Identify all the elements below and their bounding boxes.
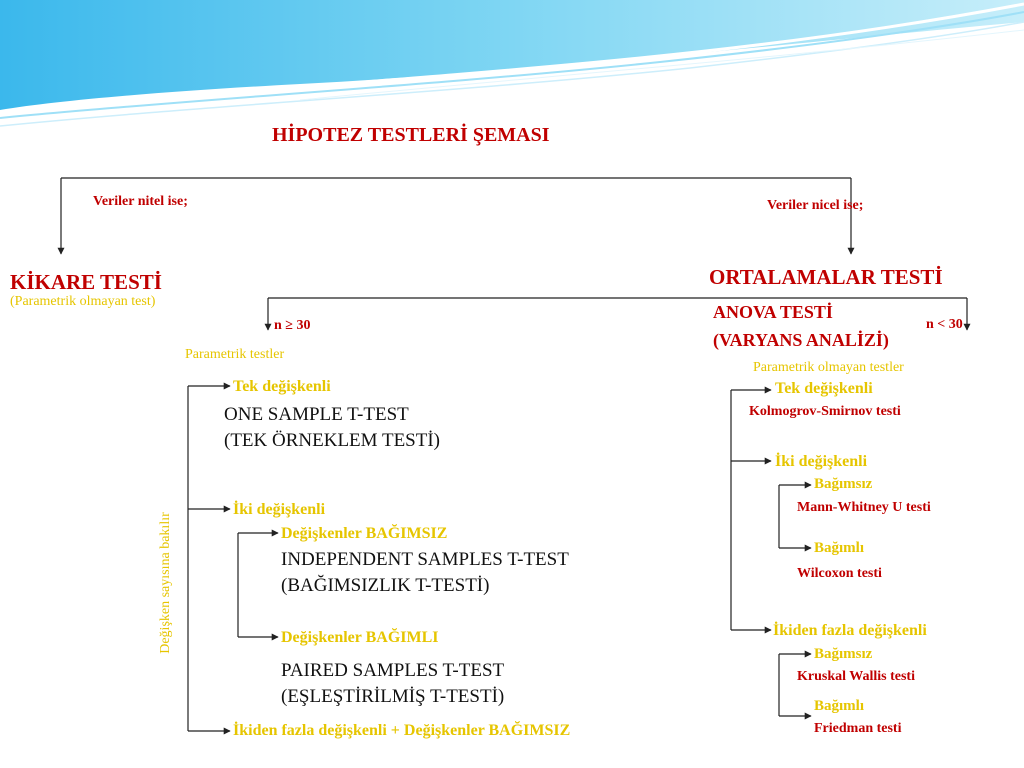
np-two-independent-label: Bağımsız — [814, 476, 873, 492]
paired-samples-t-test: PAIRED SAMPLES T-TEST — [281, 660, 505, 681]
np-two-dependent-label: Bağımlı — [814, 540, 865, 556]
one-sample-t-test: ONE SAMPLE T-TEST — [224, 404, 409, 425]
one-sample-t-test-tr: (TEK ÖRNEKLEM TESTİ) — [224, 430, 441, 451]
mann-whitney-u-test: Mann-Whitney U testi — [797, 500, 931, 515]
kikare-test-title: KİKARE TESTİ — [10, 270, 162, 294]
np-more-dependent-label: Bağımlı — [814, 698, 865, 714]
nonparametric-label: Parametrik olmayan testler — [753, 360, 904, 375]
np-more-independent-label: Bağımsız — [814, 646, 873, 662]
ortalamalar-test-title: ORTALAMALAR TESTİ — [709, 265, 943, 289]
np-single-label: Tek değişkenli — [775, 380, 873, 397]
anova-test-line2: (VARYANS ANALİZİ) — [713, 330, 889, 350]
friedman-test: Friedman testi — [814, 721, 902, 736]
kolmogrov-smirnov-test: Kolmogrov-Smirnov testi — [749, 404, 901, 419]
param-single-label: Tek değişkenli — [233, 378, 331, 395]
wilcoxon-test: Wilcoxon testi — [797, 566, 882, 581]
anova-test-line1: ANOVA TESTİ — [713, 302, 833, 322]
np-two-label: İki değişkenli — [775, 453, 868, 470]
param-independent-label: Değişkenler BAĞIMSIZ — [281, 525, 448, 542]
param-more-label: İkiden fazla değişkenli + Değişkenler BAĞIMSIZ — [233, 722, 571, 739]
variable-count-side-label: Değişken sayısına bakılır — [157, 512, 173, 654]
paired-samples-t-test-tr: (EŞLEŞTİRİLMİŞ T-TESTİ) — [281, 686, 505, 707]
param-two-label: İki değişkenli — [233, 501, 326, 518]
condition-qualitative: Veriler nitel ise; — [93, 194, 188, 209]
condition-quantitative: Veriler nicel ise; — [767, 198, 864, 213]
nonparametric-condition: n < 30 — [926, 317, 963, 332]
kikare-test-note: (Parametrik olmayan test) — [10, 294, 156, 309]
independent-samples-t-test: INDEPENDENT SAMPLES T-TEST — [281, 549, 569, 570]
np-more-label: İkiden fazla değişkenli — [773, 622, 927, 639]
param-dependent-label: Değişkenler BAĞIMLI — [281, 629, 439, 646]
parametric-label: Parametrik testler — [185, 347, 285, 362]
page-title: HİPOTEZ TESTLERİ ŞEMASI — [272, 124, 550, 146]
kruskal-wallis-test: Kruskal Wallis testi — [797, 669, 915, 684]
parametric-condition: n ≥ 30 — [274, 318, 311, 333]
independent-samples-t-test-tr: (BAĞIMSIZLIK T-TESTİ) — [281, 575, 490, 596]
